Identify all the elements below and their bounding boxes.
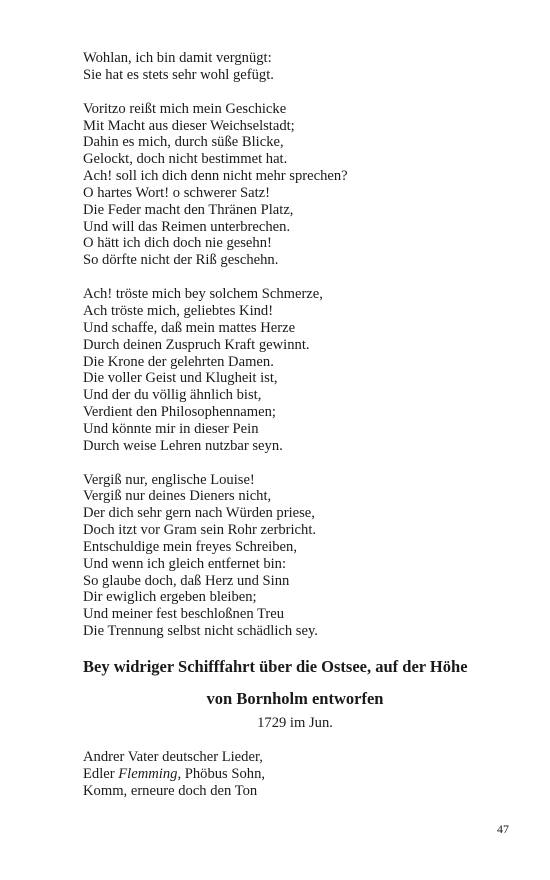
verse-line: So glaube doch, daß Herz und Sinn bbox=[83, 572, 290, 589]
stanza-1 bbox=[83, 50, 523, 84]
verse-line: Vergiß nur, englische Louise! bbox=[83, 471, 255, 488]
verse-line: Die Feder macht den Thränen Platz, bbox=[83, 201, 294, 218]
verse-line: Ach! soll ich dich denn nicht mehr sprechen? bbox=[83, 168, 348, 185]
verse-line: Andrer Vater deutscher Lieder, bbox=[83, 749, 263, 765]
verse-line: Voritzo reißt mich mein Geschicke bbox=[83, 100, 287, 117]
verse-line: Durch deinen Zuspruch Kraft gewinnt. bbox=[83, 336, 310, 353]
verse-line: Gelockt, doch nicht bestimmet hat. bbox=[83, 151, 288, 168]
verse-line: Die Trennung selbst nicht schädlich sey. bbox=[83, 623, 318, 640]
stanza-5 bbox=[83, 749, 523, 800]
verse-line: O hartes Wort! o schwerer Satz! bbox=[83, 184, 270, 201]
poem-dateline: 1729 im Jun. bbox=[257, 715, 333, 731]
verse-line: Entschuldige mein freyes Schreiben, bbox=[83, 538, 297, 555]
poem-title-line-1: Bey widriger Schifffahrt über die Ostsee, auf der Höhe bbox=[83, 657, 468, 676]
verse-line: Und wenn ich gleich entfernet bin: bbox=[83, 555, 287, 572]
verse-line: Dir ewiglich ergeben bleiben; bbox=[83, 589, 257, 606]
verse-line: Durch weise Lehren nutzbar seyn. bbox=[83, 437, 283, 454]
italic-name: Flemming, bbox=[118, 765, 182, 782]
verse-line: Der dich sehr gern nach Würden priese, bbox=[83, 505, 315, 522]
verse-text: Phöbus Sohn, bbox=[181, 765, 266, 782]
poem-title-line-2: von Bornholm entworfen bbox=[206, 689, 384, 708]
verse-line: So dörfte nicht der Riß geschehn. bbox=[83, 252, 279, 269]
verse-line: Verdient den Philosophennamen; bbox=[83, 404, 276, 421]
verse-line: Dahin es mich, durch süße Blicke, bbox=[83, 134, 284, 151]
verse-line: O hätt ich dich doch nie gesehn! bbox=[83, 235, 272, 252]
verse-line: Und meiner fest beschloßnen Treu bbox=[83, 606, 285, 623]
stanza-3 bbox=[83, 286, 523, 454]
verse-line: Komm, erneure doch den Ton bbox=[83, 782, 258, 799]
verse-line: Und der du völlig ähnlich bist, bbox=[83, 387, 262, 404]
page-number: 47 bbox=[497, 822, 509, 836]
verse-line: Mit Macht aus dieser Weichselstadt; bbox=[83, 117, 295, 134]
verse-line: Die voller Geist und Klugheit ist, bbox=[83, 370, 278, 387]
verse-line: Ach! tröste mich bey solchem Schmerze, bbox=[83, 286, 323, 303]
verse-line bbox=[83, 766, 523, 783]
verse-line: Vergiß nur deines Dieners nicht, bbox=[83, 488, 272, 505]
verse-line: Die Krone der gelehrten Damen. bbox=[83, 353, 274, 370]
verse-line: Und könnte mir in dieser Pein bbox=[83, 420, 259, 437]
verse-line: Wohlan, ich bin damit vergnügt: bbox=[83, 50, 272, 66]
stanza-2 bbox=[83, 101, 523, 269]
verse-line: Und schaffe, daß mein mattes Herze bbox=[83, 319, 296, 336]
verse-line: Ach tröste mich, geliebtes Kind! bbox=[83, 302, 274, 319]
page-text bbox=[83, 50, 523, 817]
verse-line: Doch itzt vor Gram sein Rohr zerbricht. bbox=[83, 522, 317, 539]
verse-line: Sie hat es stets sehr wohl gefügt. bbox=[83, 66, 274, 83]
verse-text: Edler bbox=[83, 765, 119, 782]
stanza-4 bbox=[83, 472, 523, 640]
verse-line: Und will das Reimen unterbrechen. bbox=[83, 218, 291, 235]
